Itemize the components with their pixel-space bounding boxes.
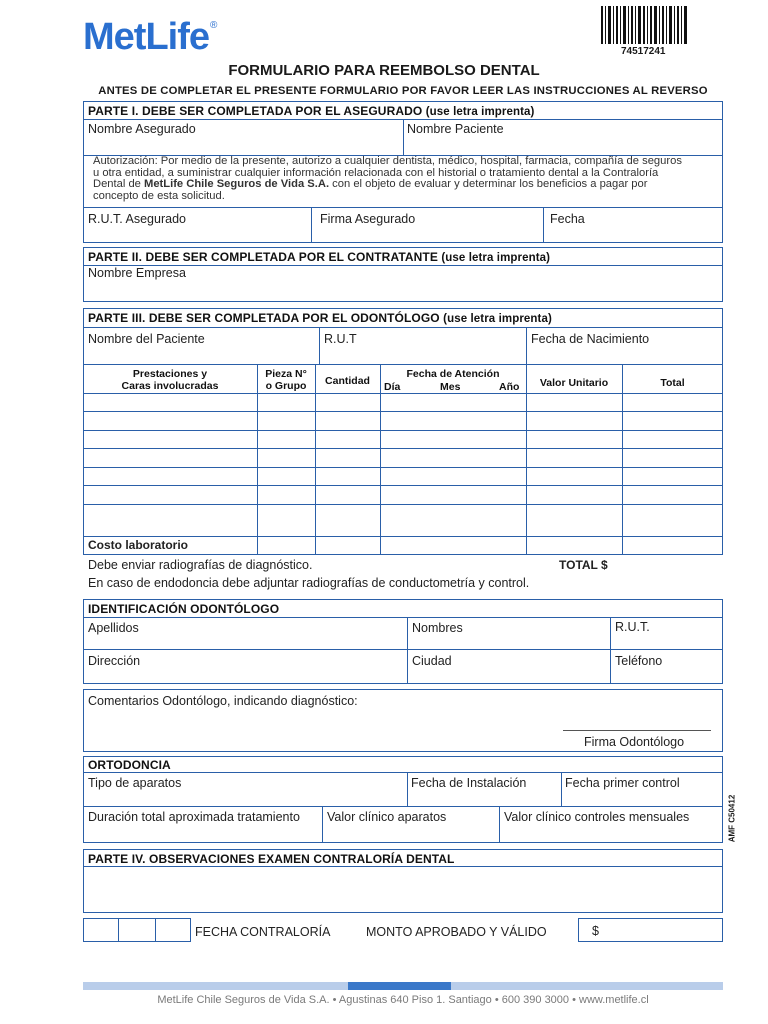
logo-text: MetLife	[83, 16, 209, 58]
endodoncia-note: En caso de endodoncia debe adjuntar radiografías de conductometría y control.	[88, 576, 530, 590]
monto-field[interactable]	[578, 918, 723, 942]
valor-aparatos-field[interactable]: Valor clínico aparatos	[327, 810, 447, 824]
metlife-logo	[83, 16, 215, 59]
rut-asegurado-field[interactable]: R.U.T. Asegurado	[88, 212, 186, 226]
ortodoncia-section	[83, 756, 723, 843]
radiografias-note: Debe enviar radiografías de diagnóstico.	[88, 558, 313, 572]
col-total: Total	[660, 377, 685, 389]
col-valor-unitario: Valor Unitario	[539, 377, 609, 389]
nombre-del-paciente-field[interactable]: Nombre del Paciente	[88, 332, 205, 346]
part3-heading: PARTE III. DEBE SER COMPLETADA POR EL ODONTÓLOGO (use letra imprenta)	[88, 311, 552, 325]
fecha-instalacion-field[interactable]: Fecha de Instalación	[411, 776, 527, 790]
fecha-contraloria-boxes[interactable]	[83, 918, 191, 942]
part4-heading: PARTE IV. OBSERVACIONES EXAMEN CONTRALORÍA DENTAL	[88, 852, 455, 866]
authorization-text: Autorización: Por medio de la presente, autorizo a cualquier dentista, médico, hospital, farmacia, compañía de seguros u otra entidad, a suministrar cualquier información relacionada con el historial o tratamiento dental a la Contraloría Dental de MetLife Chile Seguros de Vida S.A. con el objeto de evaluar y determinar los beneficios a pagar por concepto de esta solicitud.	[93, 155, 682, 202]
table-row[interactable]	[83, 504, 723, 505]
registered-mark: ®	[210, 20, 217, 31]
part1-heading: PARTE I. DEBE SER COMPLETADA POR EL ASEGURADO (use letra imprenta)	[88, 104, 535, 118]
barcode-icon	[601, 6, 689, 46]
table-row[interactable]	[83, 430, 723, 431]
apellidos-field[interactable]: Apellidos	[88, 621, 139, 635]
table-row[interactable]	[83, 448, 723, 449]
fecha-contraloria-label: FECHA CONTRALORÍA	[195, 925, 331, 939]
currency-symbol: $	[592, 924, 599, 938]
col-mes: Mes	[440, 381, 461, 393]
nombres-field[interactable]: Nombres	[412, 621, 463, 635]
valor-controles-field[interactable]: Valor clínico controles mensuales	[504, 810, 690, 824]
rut-paciente-field[interactable]: R.U.T	[324, 332, 357, 346]
ortodoncia-heading: ORTODONCIA	[88, 758, 171, 772]
nombre-asegurado-field[interactable]: Nombre Asegurado	[88, 122, 196, 136]
telefono-field[interactable]: Teléfono	[615, 654, 663, 668]
barcode	[601, 6, 689, 46]
monto-aprobado-label: MONTO APROBADO Y VÁLIDO	[366, 925, 547, 939]
total-label: TOTAL $	[559, 558, 608, 572]
col-pieza: Pieza N° o Grupo	[265, 368, 307, 392]
duracion-field[interactable]: Duración total aproximada tratamiento	[88, 810, 300, 824]
form-subtitle: ANTES DE COMPLETAR EL PRESENTE FORMULARIO POR FAVOR LEER LAS INSTRUCCIONES AL REVERSO	[98, 85, 708, 97]
col-dia: Día	[384, 381, 401, 393]
form-title: FORMULARIO PARA REEMBOLSO DENTAL	[228, 62, 540, 79]
firma-odontologo-label[interactable]: Firma Odontólogo	[584, 735, 685, 749]
part2-heading: PARTE II. DEBE SER COMPLETADA POR EL CONTRATANTE (use letra imprenta)	[88, 250, 551, 264]
rut-odontologo-field[interactable]: R.U.T.	[615, 620, 650, 634]
barcode-number: 74517241	[621, 46, 666, 57]
footer-bar-highlight	[348, 982, 451, 990]
side-code: AMF C50412	[727, 794, 737, 843]
col-fecha-atencion: Fecha de Atención	[406, 368, 500, 380]
table-row[interactable]	[83, 485, 723, 486]
table-row[interactable]	[83, 467, 723, 468]
firma-line	[563, 730, 711, 731]
col-prestaciones: Prestaciones y Caras involucradas	[121, 368, 219, 392]
col-cantidad: Cantidad	[325, 375, 370, 387]
fecha-primer-control-field[interactable]: Fecha primer control	[565, 776, 680, 790]
costo-laboratorio-label: Costo laboratorio	[88, 538, 189, 552]
comentarios-field[interactable]: Comentarios Odontólogo, indicando diagnóstico:	[88, 694, 358, 708]
odontologo-heading: IDENTIFICACIÓN ODONTÓLOGO	[88, 602, 280, 616]
company-name: MetLife Chile Seguros de Vida S.A.	[144, 178, 330, 190]
table-row[interactable]	[83, 411, 723, 412]
tipo-aparatos-field[interactable]: Tipo de aparatos	[88, 776, 182, 790]
col-anio: Año	[499, 381, 520, 393]
footer-text: MetLife Chile Seguros de Vida S.A. • Agustinas 640 Piso 1. Santiago • 600 390 3000 • www.metlife.cl	[157, 994, 649, 1006]
fecha-field[interactable]: Fecha	[550, 212, 585, 226]
direccion-field[interactable]: Dirección	[88, 654, 141, 668]
firma-asegurado-field[interactable]: Firma Asegurado	[320, 212, 416, 226]
nombre-paciente-field[interactable]: Nombre Paciente	[407, 122, 504, 136]
ciudad-field[interactable]: Ciudad	[412, 654, 452, 668]
nombre-empresa-field[interactable]: Nombre Empresa	[88, 266, 186, 280]
fecha-nacimiento-field[interactable]: Fecha de Nacimiento	[531, 332, 650, 346]
